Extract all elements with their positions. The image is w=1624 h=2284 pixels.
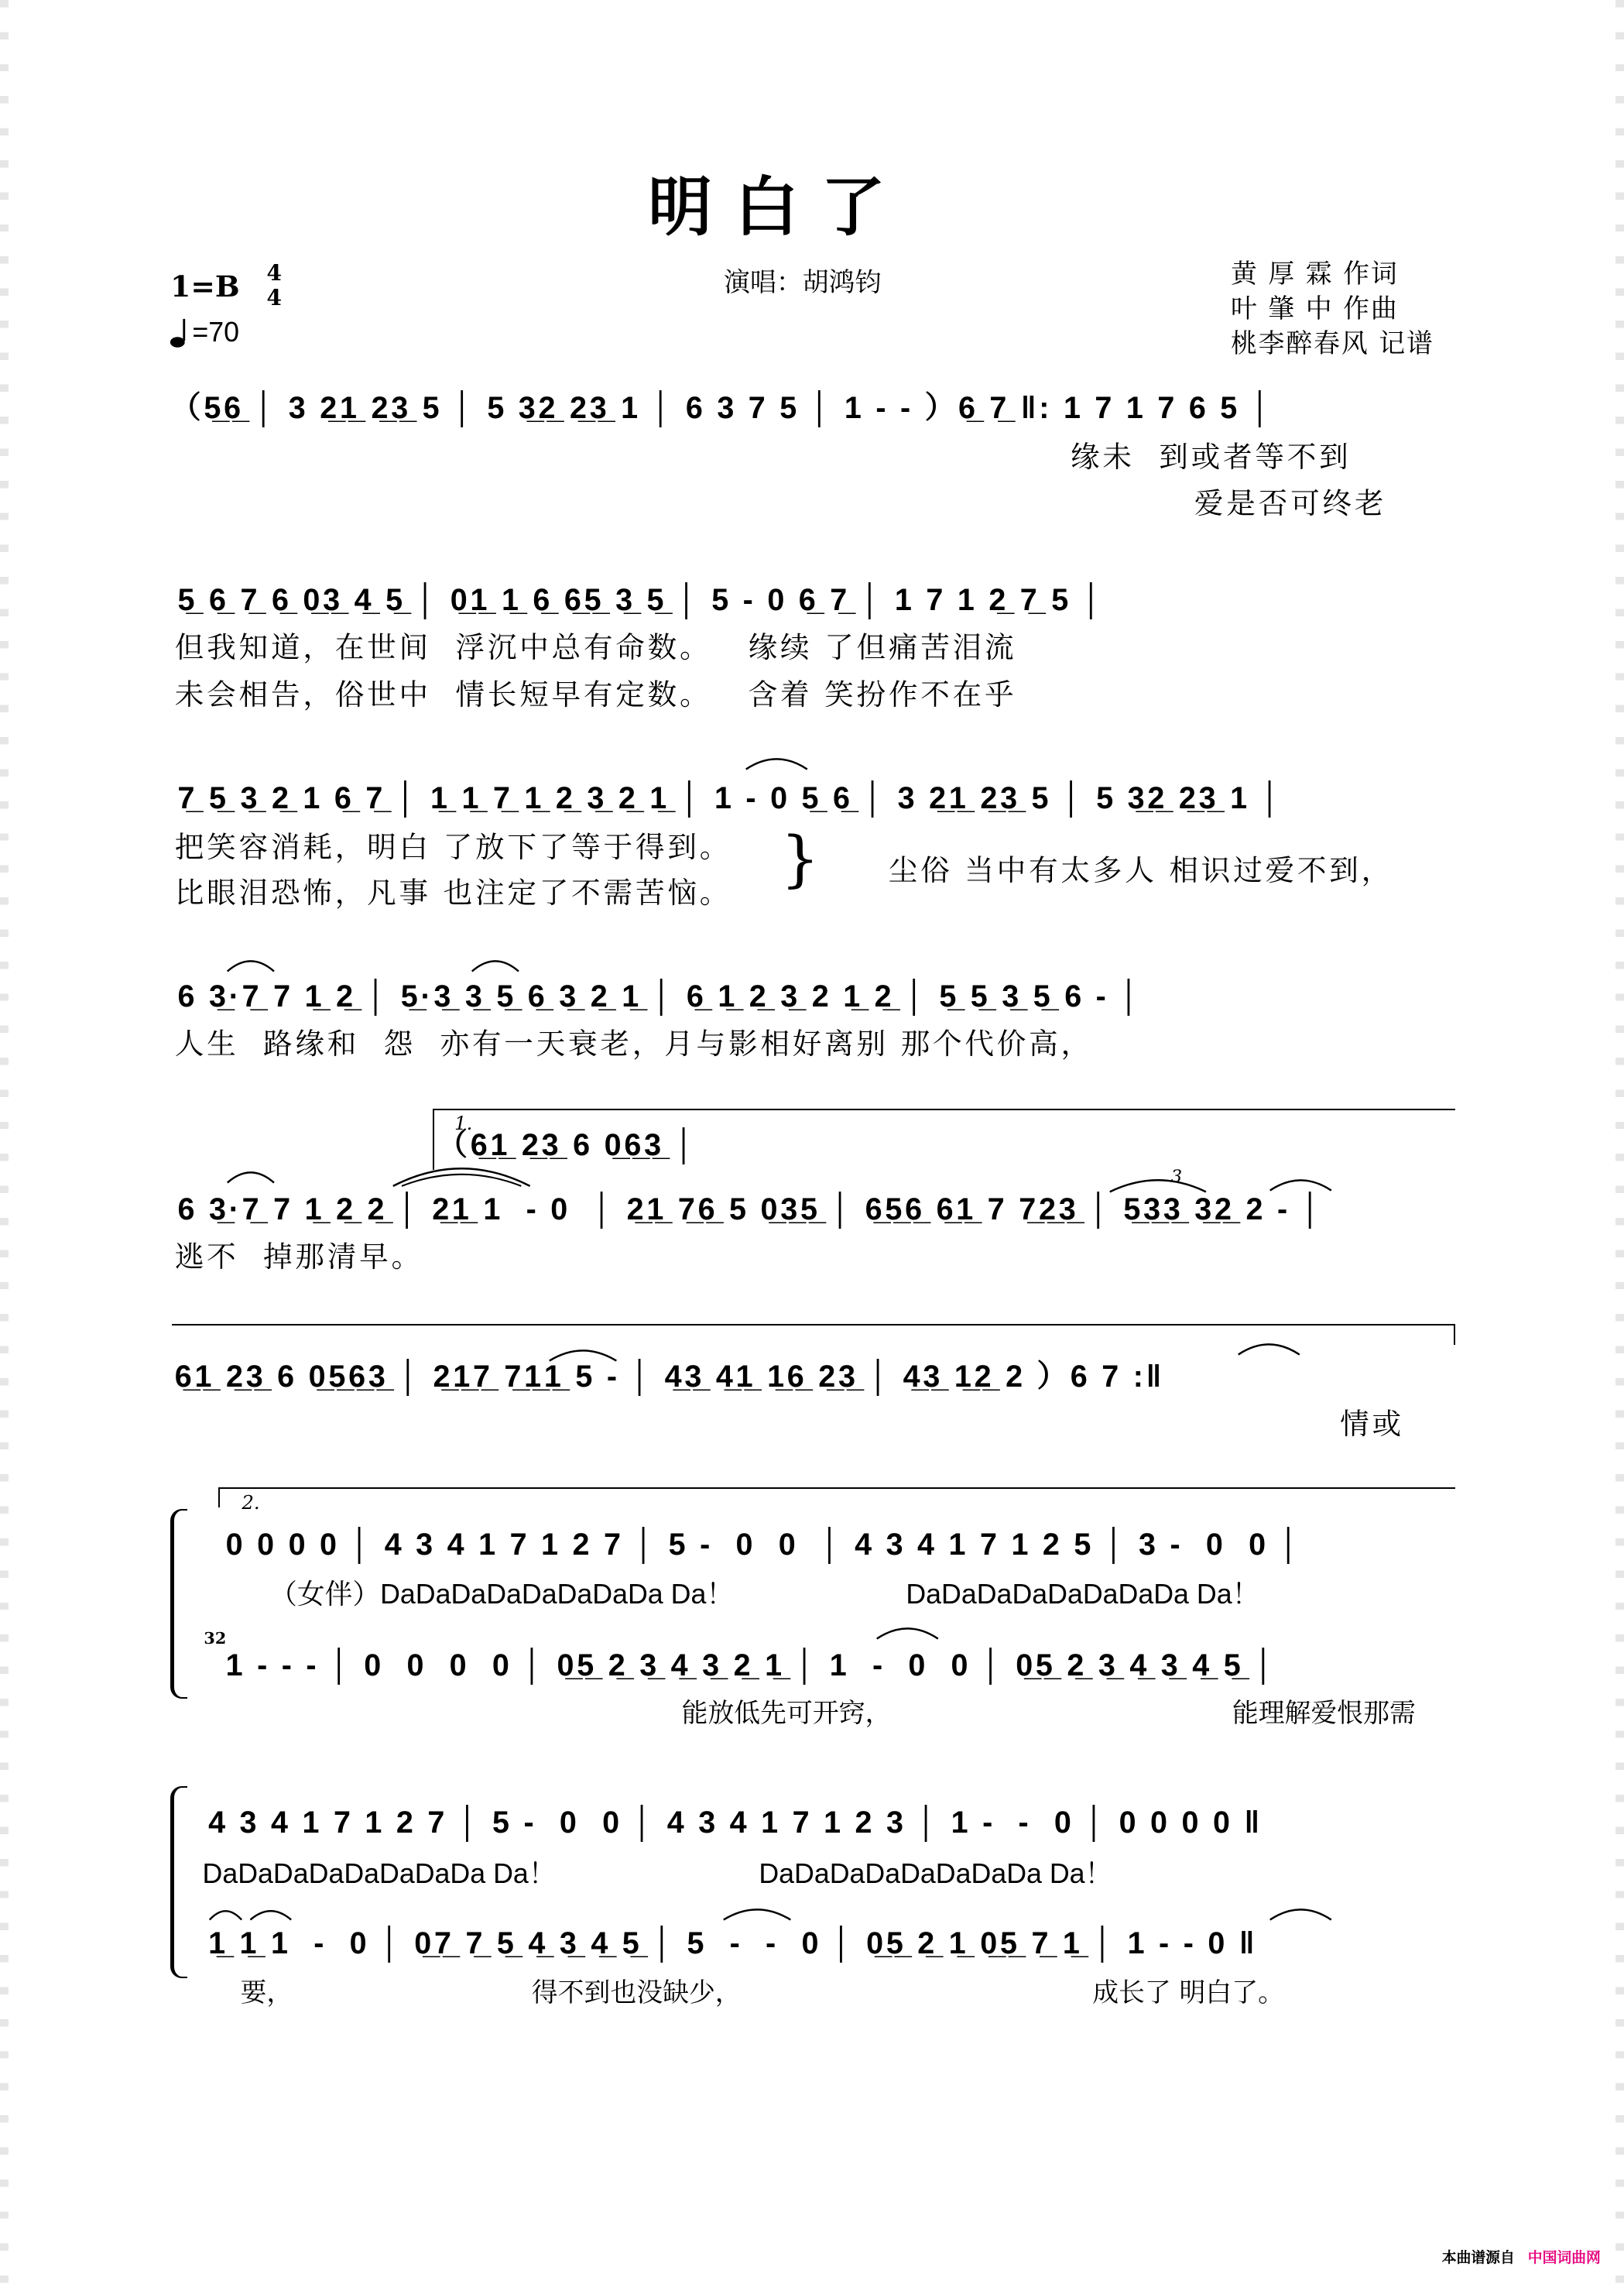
volta-1-bracket bbox=[433, 1109, 1455, 1110]
system-3-lyric-verse-1: 把笑容消耗，明白 了放下了等于得到。 bbox=[174, 830, 732, 865]
system-bracket bbox=[170, 1509, 187, 1699]
footer-source-label: 本曲谱源自 bbox=[1441, 2249, 1515, 2266]
system-2-lyric-verse-1: 但我知道，在世间 浮沉中总有命数。 缘续 了但痛苦泪流 bbox=[174, 630, 1017, 665]
system-8-lower-lyric-b: 得不到也没缺少， bbox=[531, 1977, 742, 2008]
system-3-notes: 7̲ 5̲ 3̲ 2̲ 1 6̲ 7̲ │ 1̲ 1̲ 7̲ 1̲ 2̲ 3̲ 2̲ 1̲ │ 1 - 0 5̲ 6̲ │ 3 2̲1̲ 2̲3̲ 5 │ 5 3̲2̲ 2̲3̲ 1 │ bbox=[177, 781, 1283, 816]
tie-arc bbox=[1267, 1173, 1334, 1193]
volta-2-bracket bbox=[218, 1487, 1454, 1489]
system-7-upper-notes: 0 0 0 0 │ 4 3 4 1 7 1 2 7 │ 5 - 0 0 │ 4 3 4 1 7 1 2 5 │ 3 - 0 0 │ bbox=[225, 1527, 1303, 1562]
tempo-marking: =70 bbox=[192, 317, 240, 348]
tie-arc bbox=[1235, 1337, 1303, 1357]
slur-arc bbox=[224, 954, 277, 974]
singer-credit: 演唱：胡鸿钧 bbox=[724, 267, 882, 298]
grace-notes: 32 bbox=[204, 1628, 227, 1648]
system-7-lower-notes: 1 - - - │ 0 0 0 0 │ 0̲5̲ 2̲ 3̲ 4̲ 3̲ 2̲ 1̲ │ 1 - 0 0 │ 0̲5̲ 2̲ 3̲ 4̲ 3̲ 4̲ 5̲ │ bbox=[225, 1648, 1277, 1682]
system-3-lyric-shared: 尘俗 当中有太多人 相识过爱不到， bbox=[888, 853, 1394, 888]
footer-site-link[interactable]: 中国词曲网 bbox=[1527, 2249, 1601, 2266]
system-3-lyric-verse-2: 比眼泪恐怖，凡事 也注定了不需苦恼。 bbox=[174, 875, 732, 910]
system-6-lyric: 情或 bbox=[1340, 1407, 1404, 1442]
slur-arc bbox=[390, 1160, 533, 1189]
system-5-ossia-notes: （6̲1̲ 2̲3̲ 6 0̲6̲3̲ │ bbox=[437, 1128, 697, 1163]
triplet-slur bbox=[1107, 1171, 1209, 1195]
system-8-lower-lyric-c: 成长了 明白了。 bbox=[1092, 1977, 1284, 2008]
left-watermark-strip bbox=[0, 0, 9, 2284]
system-8-lower-lyric-a: 要， bbox=[240, 1977, 293, 2008]
tie-arc bbox=[743, 752, 810, 772]
system-4-lyric: 人生 路缘和 怨 亦有一天衰老，月与影相好离别 那个代价高， bbox=[174, 1027, 1093, 1061]
system-7-upper-lyric-b: DaDaDaDaDaDaDaDa Da！ bbox=[906, 1578, 1260, 1610]
tie-arc bbox=[1267, 1902, 1334, 1922]
song-title: 明 白 了 bbox=[648, 168, 886, 245]
time-signature-bottom: 4 bbox=[266, 284, 282, 310]
system-2-lyric-verse-2: 未会相告，俗世中 情长短早有定数。 含着 笑扮作不在乎 bbox=[174, 677, 1017, 712]
composer-credit: 叶 肇 中 作曲 bbox=[1230, 293, 1399, 324]
system-bracket bbox=[170, 1786, 187, 1979]
slur-arc bbox=[469, 954, 522, 974]
system-4-notes: 6 3̲·7̲ 7 1̲ 2̲ │ 5̲·3̲ 3̲ 5̲ 6̲ 3̲ 2̲ 1̲ │ 6̲ 1̲ 2̲ 3̲ 2 1̲ 2̲ │ 5̲ 5̲ 3̲ 5̲ 6 - │ bbox=[177, 979, 1143, 1014]
system-8-lower-notes: 1̲ 1̲ 1 - 0 │ 0̲7̲ 7̲ 5̲ 4̲ 3̲ 4̲ 5̲ │ 5 - - 0 │ 0̲5̲ 2̲ 1̲ 0̲5̲ 7̲ 1̲ │ 1 - - 0 ‖ bbox=[208, 1926, 1258, 1961]
system-1-notes: （5̲6̲ │ 3 2̲1̲ 2̲3̲ 5 │ 5 3̲2̲ 2̲3̲ 1 │ 6 3 7 5 │ 1 - - ）6̲ 7̲ ‖: 1 7 1 7 6 5 │ bbox=[170, 391, 1274, 426]
repeat-bracket bbox=[172, 1324, 1455, 1325]
system-1-lyric-verse-2: 爱是否可终老 bbox=[1194, 486, 1387, 521]
tie-arc bbox=[721, 1902, 793, 1922]
right-watermark-strip bbox=[1615, 0, 1624, 2284]
quarter-note-icon bbox=[169, 317, 192, 349]
system-7-lower-lyric-a: 能放低先可开窍， bbox=[681, 1697, 892, 1728]
volta-2-bracket-edge bbox=[218, 1487, 220, 1507]
verse-brace: } bbox=[780, 823, 820, 895]
system-5-notes: 6 3̲·7̲ 7 1̲ 2̲ 2̲ │ 2̲1̲ 1 - 0 │ 2̲1̲ 7̲6̲ 5 0̲3̲5̲ │ 6̲5̲6̲ 6̲1̲ 7 7̲2̲3̲ │ 5̲3̲3̲ 3̲2̲ 2 - │ bbox=[177, 1192, 1324, 1226]
volta-1-label: 1. bbox=[454, 1112, 473, 1135]
system-5-lyric: 逃不 掉那清早。 bbox=[174, 1240, 423, 1274]
system-8-upper-notes: 4 3 4 1 7 1 2 7 │ 5 - 0 0 │ 4 3 4 1 7 1 2 3 │ 1 - - 0 │ 0 0 0 0 ‖ bbox=[208, 1806, 1263, 1840]
system-7-upper-lyric-a: （女伴）DaDaDaDaDaDaDaDa Da！ bbox=[269, 1578, 735, 1610]
key-signature: 1=B bbox=[170, 269, 240, 304]
time-signature-top: 4 bbox=[266, 259, 282, 286]
slur-arc bbox=[224, 1165, 277, 1185]
system-7-lower-lyric-b: 能理解爱恨那需 bbox=[1232, 1697, 1416, 1728]
system-8-upper-lyric-b: DaDaDaDaDaDaDaDa Da！ bbox=[759, 1857, 1113, 1889]
tie-arc bbox=[874, 1621, 941, 1641]
system-1-lyric-verse-1: 缘未 到或者等不到 bbox=[1070, 440, 1352, 474]
slur-arc bbox=[207, 1902, 294, 1922]
repeat-bracket-end bbox=[1454, 1324, 1455, 1344]
lyricist-credit: 黄 厚 霖 作词 bbox=[1230, 258, 1399, 289]
system-2-notes: 5̲ 6̲ 7̲ 6̲ 0̲3̲ 4̲ 5̲ │ 0̲1̲ 1̲ 6̲ 6̲5̲ 3̲ 5̲ │ 5 - 0 6̲ 7̲ │ 1 7 1 2̲ 7̲ 5 │ bbox=[177, 583, 1105, 618]
triplet-mark: 3 bbox=[1170, 1167, 1183, 1188]
volta-2-label: 2. bbox=[242, 1490, 260, 1514]
system-6-notes: 6̲1̲ 2̲3̲ 6 0̲5̲6̲3̲ │ 2̲1̲7̲ 7̲1̲1̲ 5 - │ 4̲3̲ 4̲1̲ 1̲6̲ 2̲3̲ │ 4̲3̲ 1̲2̲ 2 ）6 7 :‖ bbox=[174, 1360, 1165, 1394]
transcriber-credit: 桃李醉春风 记谱 bbox=[1230, 328, 1434, 359]
system-8-upper-lyric-a: DaDaDaDaDaDaDaDa Da！ bbox=[202, 1857, 557, 1889]
